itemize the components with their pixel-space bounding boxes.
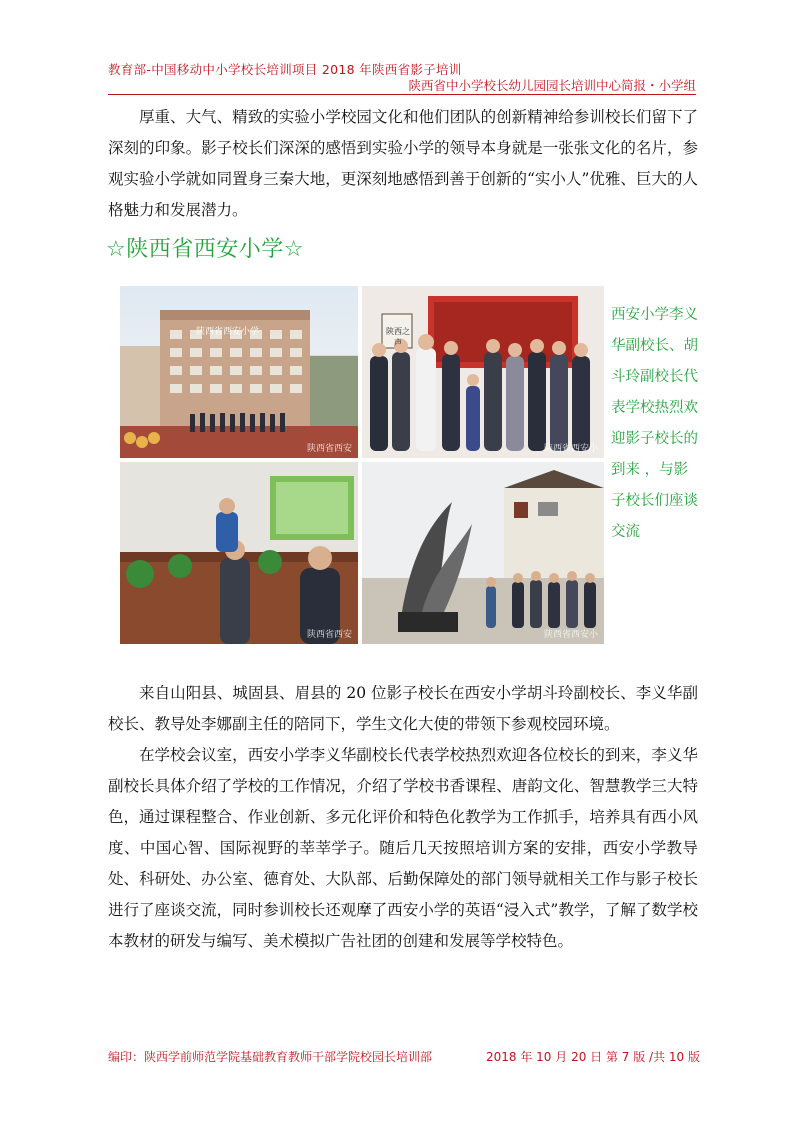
courtyard-drawing (362, 462, 604, 644)
meeting-drawing (120, 462, 358, 644)
watermark-4: 陕西省西安小 (543, 630, 598, 640)
header-divider (108, 94, 696, 95)
courtyard-sculpture-photo (362, 462, 604, 644)
building-sign-text: 陕西省西安小学 (196, 327, 260, 337)
footer-date-page: 2018 年 10 月 20 日 第 7 版 /共 10 版 (486, 1050, 700, 1064)
footer-publisher: 编印：陕西学前师范学院基础教育教师干部学院校园长培训部 (108, 1050, 433, 1064)
group-photo (362, 286, 604, 458)
watermark-2: 陕西省西安小 (543, 444, 598, 454)
intro-paragraph: 厚重、大气、精致的实验小学校园文化和他们团队的创新精神给参训校长们留下了深刻的印象。影子校长们深深的感悟到实验小学的领导本身就是一张张文化的名片，参观实验小学就如同置身三秦大地，更深刻地感悟到善于创新的“实小人”优雅、巨大的人格魅力和发展潜力。 (108, 108, 698, 219)
header-project-title: 教育部-中国移动中小学校长培训项目 2018 年陕西省影子培训 (108, 62, 462, 77)
meeting-paragraph: 在学校会议室，西安小学李义华副校长代表学校热烈欢迎各位校长的到来，李义华副校长具体介绍了学校的工作情况，介绍了学校书香课程、唐韵文化、智慧教学三大特色，通过课程整合、作业创新、多元化评价和特色化教学为工作抓手，培养具有西小风度、中国心智、国际视野的莘莘学子。随后几天按照培训方案的安排，西安小学教导处、科研处、办公室、德育处、大队部、后勤保障处的部门领导就相关工作与影子校长进行了座谈交流，同时参训校长还观摩了西安小学的英语“浸入式”教学，了解了数学校本教材的研发与编写、美术模拟广告社团的创建和发展等学校特色。 (108, 746, 698, 950)
watermark-3: 陕西省西安 (306, 630, 352, 640)
school-building-photo (120, 286, 358, 458)
visit-paragraph: 来自山阳县、城固县、眉县的 20 位影子校长在西安小学胡斗玲副校长、李义华副校长、教导处李娜副主任的陪同下，学生文化大使的带领下参观校园环境。 (108, 684, 698, 733)
wall-plaque-text: 陕西之声 (386, 327, 410, 347)
meeting-room-photo (120, 462, 358, 644)
photo-collage (120, 286, 604, 644)
section-title: ☆陕西省西安小学☆ (106, 237, 304, 262)
watermark-1: 陕西省西安 (306, 444, 352, 454)
group-drawing (362, 286, 604, 458)
header-bulletin-name: 陕西省中小学校长幼儿园园长培训中心简报・小学组 (408, 78, 696, 93)
photo-caption: 西安小学李义华副校长、胡斗玲副校长代表学校热烈欢迎影子校长的到来 ，与影子校长们座谈交流 (611, 307, 698, 540)
building-drawing (120, 286, 358, 458)
